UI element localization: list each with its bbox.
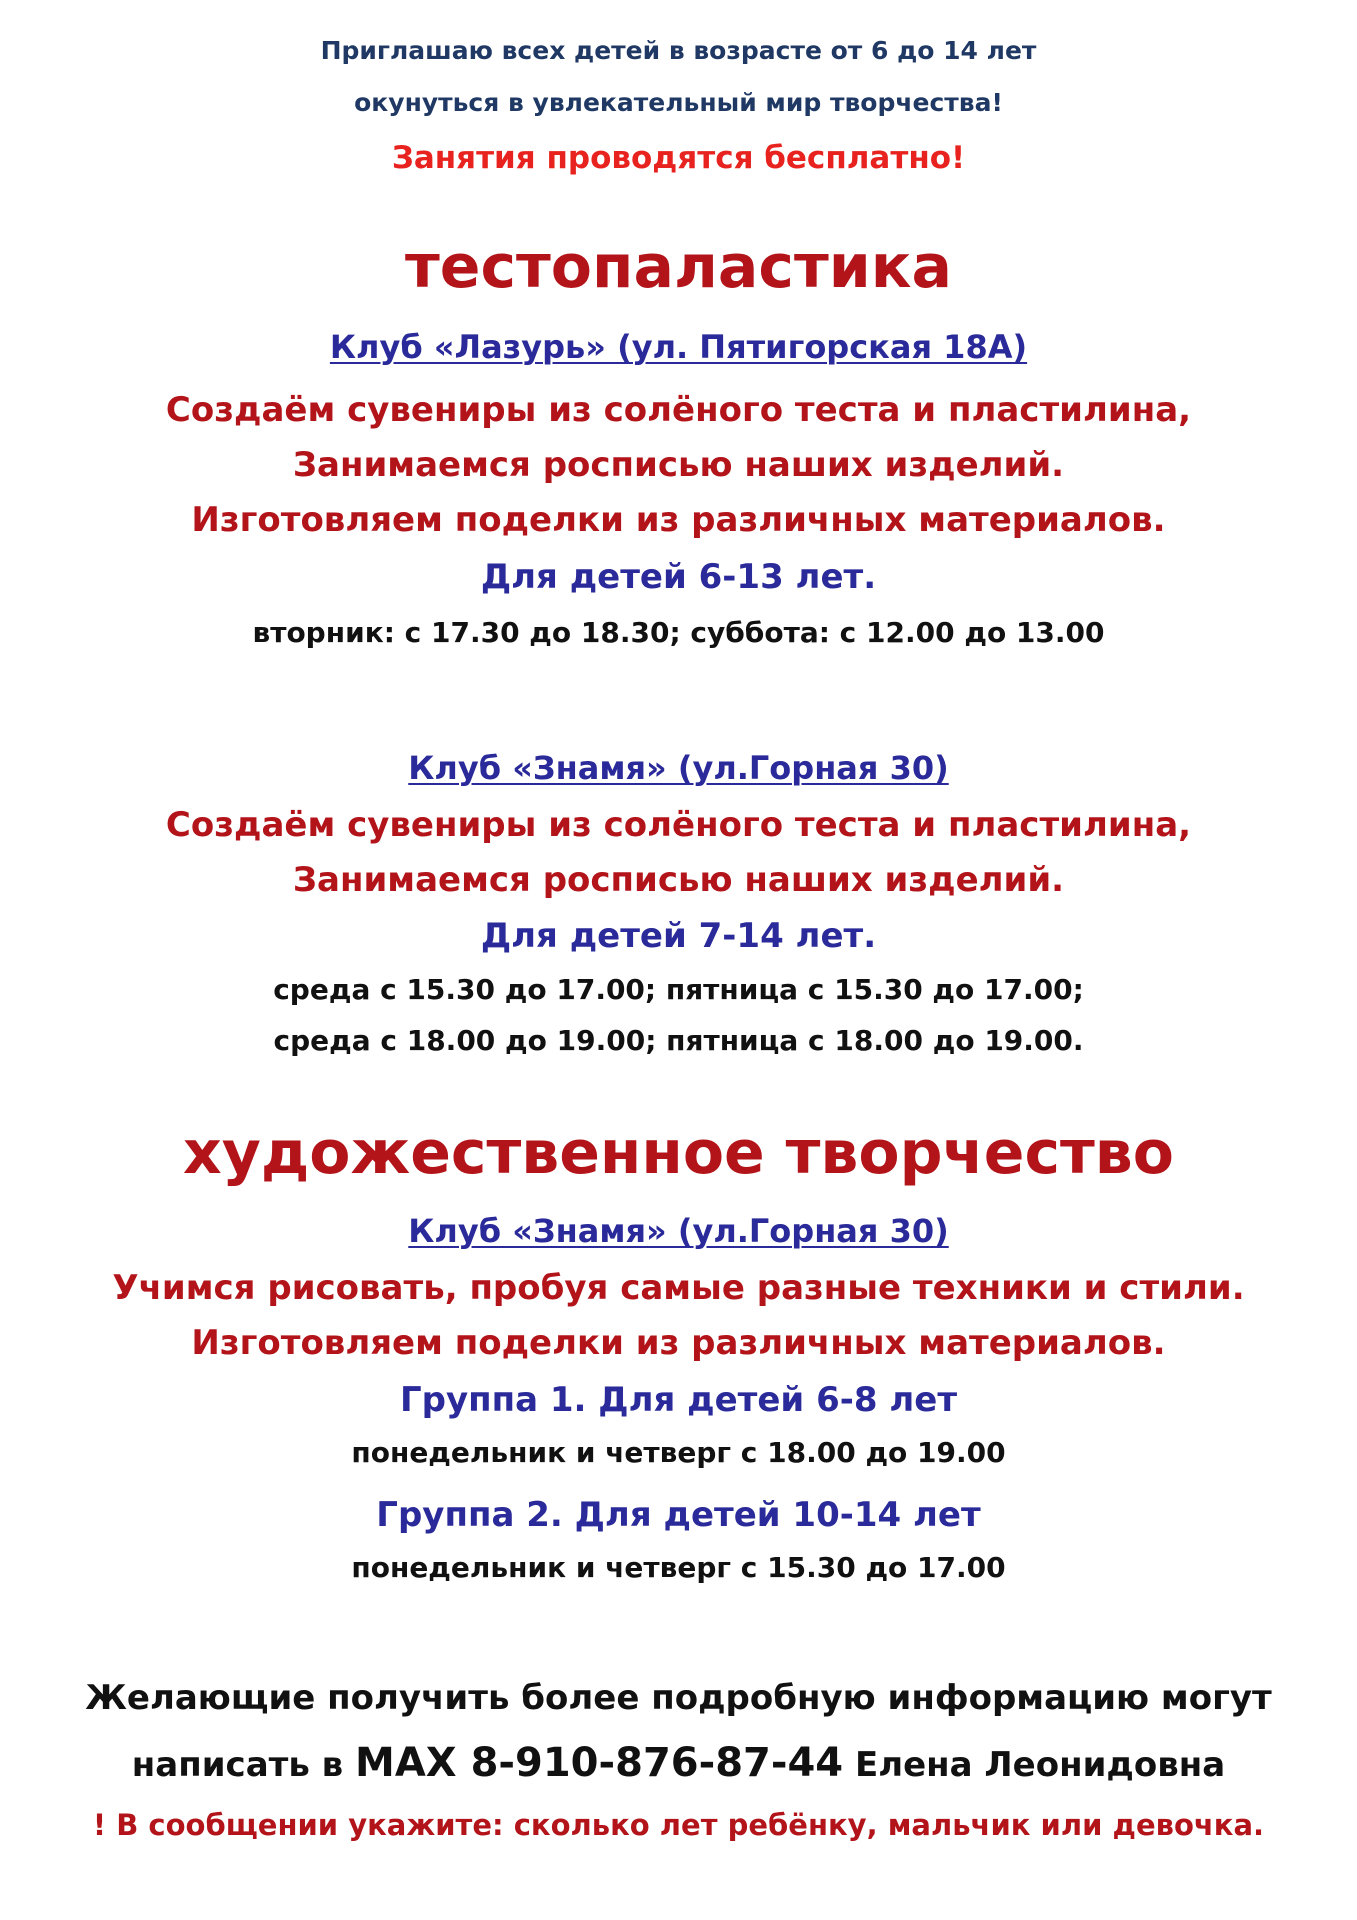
art-desc-1: Учимся рисовать, пробуя самые разные техники и стили. [112,1268,1245,1308]
intro-line-2: окунуться в увлекательный мир творчества! [354,88,1003,117]
club-lazur-schedule: вторник: с 17.30 до 18.30; суббота: с 12.00 до 13.00 [252,616,1105,649]
club-znamya-desc-2: Занимаемся росписью наших изделий. [292,860,1065,900]
group-2-schedule: понедельник и четверг с 15.30 до 17.00 [351,1551,1006,1584]
club-lazur-desc-2: Занимаемся росписью наших изделий. [292,445,1065,485]
contact-line-1: Желающие получить более подробную информацию могут [85,1678,1272,1718]
free-notice: Занятия проводятся бесплатно! [391,140,966,176]
club-znamya-address: Клуб «Знамя» (ул.Горная 30) [408,749,949,787]
contact-prefix: написать в [131,1745,356,1785]
club-znamya-art-address: Клуб «Знамя» (ул.Горная 30) [408,1212,949,1250]
club-lazur-age: Для детей 6-13 лет. [480,557,877,597]
club-znamya-schedule-2: среда с 18.00 до 19.00; пятница с 18.00 до 19.00. [273,1024,1084,1057]
group-1-schedule: понедельник и четверг с 18.00 до 19.00 [351,1436,1006,1469]
contact-line-2 [20,1740,1337,1786]
intro-line-1: Приглашаю всех детей в возрасте от 6 до 14 лет [320,36,1037,65]
club-znamya-schedule-1: среда с 15.30 до 17.00; пятница с 15.30 до 17.00; [273,973,1084,1006]
group-2-label: Группа 2. Для детей 10-14 лет [376,1495,981,1535]
section-title-testoplastika: тестопаластика [404,232,952,302]
club-znamya-age: Для детей 7-14 лет. [480,916,877,956]
club-lazur-desc-1: Создаём сувениры из солёного теста и пластилина, [165,390,1192,430]
contact-phone: MAX 8-910-876-87-44 [355,1740,844,1786]
club-lazur-address: Клуб «Лазурь» (ул. Пятигорская 18А) [329,328,1028,366]
section-title-art: художественное творчество [183,1118,1174,1188]
club-lazur-desc-3: Изготовляем поделки из различных материалов. [191,500,1166,540]
contact-note: ! В сообщении укажите: сколько лет ребёнку, мальчик или девочка. [92,1808,1265,1842]
contact-person: Елена Леонидовна [843,1745,1226,1785]
art-desc-2: Изготовляем поделки из различных материалов. [191,1323,1166,1363]
group-1-label: Группа 1. Для детей 6-8 лет [399,1380,958,1420]
club-znamya-desc-1: Создаём сувениры из солёного теста и пластилина, [165,805,1192,845]
